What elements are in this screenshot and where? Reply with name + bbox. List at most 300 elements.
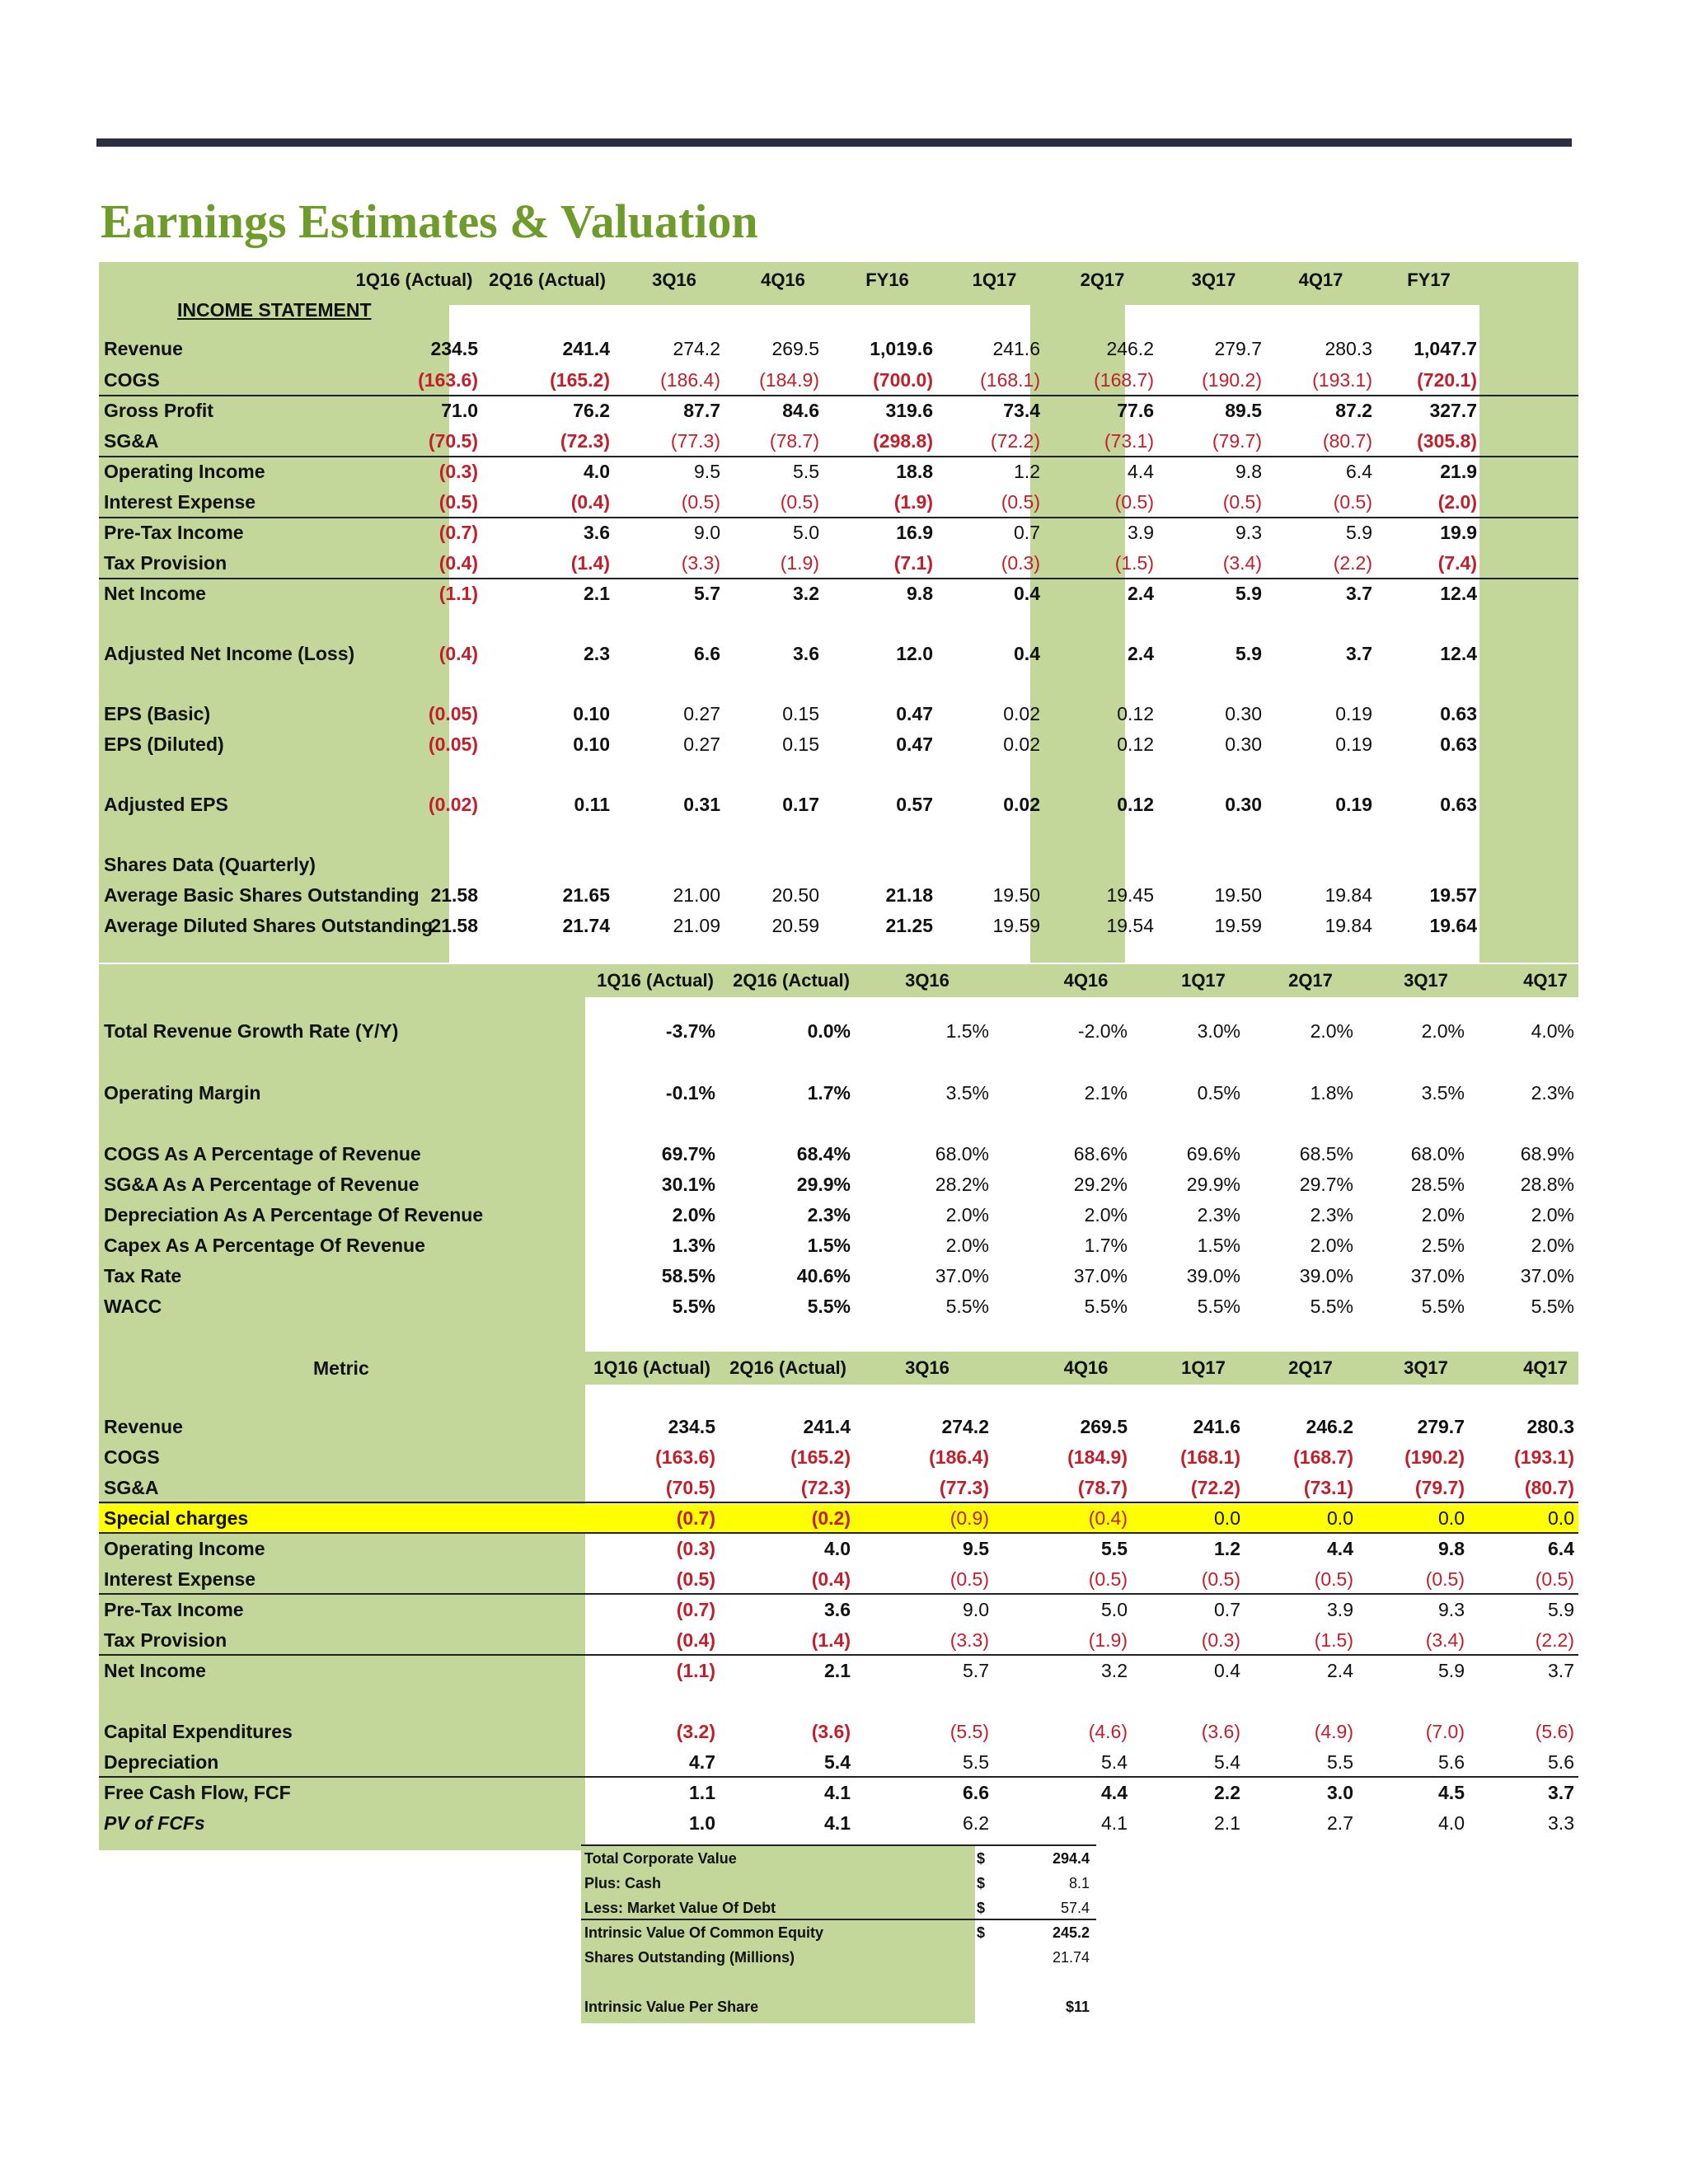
income-cell: 2.4: [1128, 583, 1154, 604]
income-cell: 16.9: [896, 522, 933, 543]
assumption-cell: 28.8%: [1520, 1174, 1574, 1195]
income-cell: (7.1): [893, 552, 933, 574]
row-label: Revenue: [104, 1416, 183, 1437]
income-row-operating-income: [99, 457, 1578, 486]
assumption-cell: 0.0%: [807, 1020, 851, 1042]
income-cell: (1.9): [780, 552, 819, 574]
dcf-cell: 3.0: [1327, 1782, 1353, 1803]
dcf-cell: 6.2: [963, 1812, 989, 1834]
income-cell: (0.5): [681, 491, 720, 513]
income-cell: 1.2: [1014, 461, 1040, 482]
income-cell: 3.7: [1346, 643, 1372, 664]
currency-symbol: $: [977, 1875, 986, 1891]
income-cell: 0.27: [683, 733, 720, 755]
dcf-cell: (77.3): [939, 1477, 989, 1498]
dcf-cell: 3.3: [1548, 1812, 1574, 1834]
income-cell: 6.6: [694, 643, 720, 664]
dcf-cell: 2.7: [1327, 1812, 1353, 1834]
row-label: Gross Profit: [104, 400, 213, 421]
income-cell: 12.0: [896, 643, 933, 664]
income-row-cogs: [99, 365, 1578, 395]
dcf-cell: 4.4: [1327, 1538, 1353, 1559]
income-cell: 3.7: [1346, 583, 1372, 604]
income-cell: 5.9: [1346, 522, 1372, 543]
income-cell: (168.7): [1094, 369, 1154, 391]
income-cell: 1,047.7: [1414, 338, 1477, 359]
row-label: Special charges: [104, 1507, 249, 1529]
dcf-cell: 3.6: [824, 1599, 851, 1620]
dcf-cell: 246.2: [1306, 1416, 1353, 1437]
dcf-cell: 5.4: [824, 1751, 851, 1773]
income-cell: 19.59: [1214, 915, 1262, 936]
dcf-cell: (193.1): [1514, 1446, 1574, 1468]
row-label: Interest Expense: [104, 1568, 256, 1590]
income-cell: 4.0: [584, 461, 610, 482]
assumption-cell: 4.0%: [1531, 1020, 1574, 1042]
dcf-cell: (1.5): [1314, 1629, 1353, 1651]
income-cell: (186.4): [660, 369, 720, 391]
dcf-header-3q17: 3Q17: [1404, 1357, 1448, 1378]
income-cell: (2.2): [1333, 552, 1372, 574]
valuation-label: Plus: Cash: [584, 1875, 662, 1891]
dcf-header-4q17: 4Q17: [1523, 1357, 1568, 1378]
income-cell: 87.7: [683, 400, 720, 421]
assumption-header-4q17: 4Q17: [1523, 970, 1568, 991]
assumption-cell: 5.5%: [1531, 1296, 1574, 1317]
income-cell: 0.02: [1003, 733, 1040, 755]
income-cell: 9.0: [694, 522, 720, 543]
income-cell: 0.31: [683, 794, 720, 815]
dcf-cell: (1.1): [676, 1660, 715, 1681]
row-label: Capital Expenditures: [104, 1721, 293, 1742]
dcf-cell: 3.2: [1101, 1660, 1128, 1681]
dcf-cell: (165.2): [790, 1446, 851, 1468]
income-header-4q17: 4Q17: [1298, 269, 1343, 290]
income-cell: 280.3: [1325, 338, 1372, 359]
income-cell: 21.18: [885, 884, 933, 906]
assumption-cell: 28.2%: [935, 1174, 989, 1195]
income-cell: 0.4: [1014, 643, 1040, 664]
income-cell: 73.4: [1003, 400, 1040, 421]
income-cell: 0.27: [683, 703, 720, 724]
assumption-cell: 2.0%: [1084, 1204, 1128, 1226]
assumption-header-1q16-actual: 1Q16 (Actual): [597, 970, 714, 991]
income-cell: 19.54: [1106, 915, 1154, 936]
income-cell: (305.8): [1417, 430, 1477, 452]
dcf-cell: 241.6: [1193, 1416, 1240, 1437]
assumption-cell: 2.3%: [807, 1204, 851, 1226]
income-header-fy16: FY16: [865, 269, 909, 290]
assumption-row-wacc: [99, 1291, 1578, 1321]
assumption-cell: 68.5%: [1299, 1143, 1353, 1165]
dcf-cell: 3.7: [1548, 1660, 1574, 1681]
income-statement-table: [99, 262, 1578, 963]
assumption-cell: 29.7%: [1299, 1174, 1353, 1195]
row-label: Tax Provision: [104, 552, 227, 574]
dcf-cell: (0.5): [1535, 1568, 1574, 1590]
dcf-cell: 5.5: [1101, 1538, 1128, 1559]
income-cell: (0.5): [1222, 491, 1262, 513]
assumption-cell: -0.1%: [665, 1082, 715, 1104]
dcf-cell: (3.4): [1425, 1629, 1465, 1651]
income-cell: (72.2): [990, 430, 1040, 452]
income-cell: (79.7): [1212, 430, 1262, 452]
dcf-cell: 5.6: [1548, 1751, 1574, 1773]
income-cell: 87.2: [1335, 400, 1372, 421]
row-label: SG&A: [104, 1477, 159, 1498]
dcf-cell: (7.0): [1425, 1721, 1465, 1742]
assumption-cell: 37.0%: [935, 1265, 989, 1286]
income-header-fy17: FY17: [1407, 269, 1451, 290]
dcf-cell: 280.3: [1526, 1416, 1574, 1437]
income-cell: (0.3): [438, 461, 478, 482]
assumption-row-operating-margin: [99, 1078, 1578, 1108]
valuation-label: Intrinsic Value Of Common Equity: [584, 1924, 824, 1941]
assumption-cell: 2.0%: [1310, 1020, 1353, 1042]
dcf-header-2q17: 2Q17: [1288, 1357, 1333, 1378]
row-label: EPS (Basic): [104, 703, 211, 724]
assumption-cell: -3.7%: [665, 1020, 715, 1042]
dcf-cell: (190.2): [1404, 1446, 1465, 1468]
income-cell: 0.02: [1003, 703, 1040, 724]
row-label: Average Diluted Shares Outstanding: [104, 915, 434, 936]
dcf-cell: 1.0: [689, 1812, 715, 1834]
valuation-top-rule: [581, 1844, 1096, 1846]
income-cell: (0.5): [438, 491, 478, 513]
dcf-cell: 2.1: [824, 1660, 851, 1681]
dcf-cell: (163.6): [655, 1446, 715, 1468]
row-label: Pre-Tax Income: [104, 1599, 244, 1620]
assumption-cell: 28.5%: [1410, 1174, 1465, 1195]
dcf-cell: (168.7): [1293, 1446, 1353, 1468]
dcf-cell: 5.4: [1214, 1751, 1240, 1773]
dcf-header-1q17: 1Q17: [1181, 1357, 1226, 1378]
income-cell: (0.4): [438, 552, 478, 574]
dcf-cell: (1.4): [811, 1629, 851, 1651]
row-label: Operating Income: [104, 1538, 265, 1559]
assumption-cell: 1.5%: [807, 1235, 851, 1256]
income-cell: 0.19: [1335, 703, 1372, 724]
dcf-cell: 9.5: [963, 1538, 989, 1559]
income-cell: 3.6: [793, 643, 819, 664]
income-cell: 0.17: [782, 794, 819, 815]
dcf-cell: 4.7: [689, 1751, 715, 1773]
dcf-cell: (80.7): [1524, 1477, 1574, 1498]
dcf-cell: 241.4: [803, 1416, 851, 1437]
row-label: Pre-Tax Income: [104, 522, 244, 543]
income-cell: 19.59: [992, 915, 1040, 936]
income-cell: 319.6: [885, 400, 933, 421]
assumption-cell: 37.0%: [1520, 1265, 1574, 1286]
dcf-cell: 5.4: [1101, 1751, 1128, 1773]
valuation-label: Intrinsic Value Per Share: [584, 1999, 759, 2015]
income-cell: (298.8): [873, 430, 933, 452]
row-label: SG&A As A Percentage of Revenue: [104, 1174, 420, 1195]
income-cell: 0.30: [1225, 703, 1262, 724]
income-cell: (3.4): [1222, 552, 1262, 574]
assumption-cell: 68.4%: [796, 1143, 851, 1165]
income-row-average-basic-shares-outstanding: [99, 880, 1578, 910]
dcf-cell: (168.1): [1180, 1446, 1240, 1468]
assumption-cell: 2.0%: [672, 1204, 715, 1226]
income-cell: (80.7): [1322, 430, 1372, 452]
income-row-eps-basic: [99, 699, 1578, 729]
dcf-cell: 1.2: [1214, 1538, 1240, 1559]
dcf-cell: 6.6: [963, 1782, 989, 1803]
income-cell: 6.4: [1346, 461, 1372, 482]
income-cell: 84.6: [782, 400, 819, 421]
assumption-cell: 2.3%: [1197, 1204, 1240, 1226]
income-header-1q16-actual: 1Q16 (Actual): [355, 269, 473, 290]
assumption-cell: 68.0%: [1410, 1143, 1465, 1165]
income-cell: 0.19: [1335, 733, 1372, 755]
dcf-cell: (0.4): [676, 1629, 715, 1651]
row-label: Depreciation As A Percentage Of Revenue: [104, 1204, 484, 1226]
row-label: EPS (Diluted): [104, 733, 224, 755]
dcf-cell: 0.7: [1214, 1599, 1240, 1620]
income-cell: (78.7): [769, 430, 819, 452]
income-cell: (77.3): [670, 430, 720, 452]
dcf-cell: (3.3): [950, 1629, 989, 1651]
valuation-value: 245.2: [1052, 1924, 1090, 1941]
assumption-cell: 0.5%: [1197, 1082, 1240, 1104]
dcf-cell: (0.7): [676, 1507, 715, 1529]
row-label: Net Income: [104, 1660, 206, 1681]
assumption-cell: 68.6%: [1073, 1143, 1128, 1165]
income-cell: 5.0: [793, 522, 819, 543]
income-cell: (72.3): [560, 430, 610, 452]
dcf-cell: (5.6): [1535, 1721, 1574, 1742]
income-cell: 21.25: [885, 915, 933, 936]
assumption-cell: 1.5%: [945, 1020, 989, 1042]
income-cell: 241.6: [992, 338, 1040, 359]
income-cell: 0.63: [1440, 794, 1477, 815]
dcf-cell: (0.5): [1314, 1568, 1353, 1590]
income-cell: 0.57: [896, 794, 933, 815]
dcf-cell: (0.4): [811, 1568, 851, 1590]
dcf-table: [99, 1352, 1578, 1850]
income-cell: (168.1): [980, 369, 1040, 391]
income-cell: 9.8: [907, 583, 933, 604]
income-cell: (1.1): [438, 583, 478, 604]
assumption-cell: 29.9%: [796, 1174, 851, 1195]
dcf-cell: 4.0: [1438, 1812, 1465, 1834]
dcf-cell: (186.4): [929, 1446, 989, 1468]
income-cell: (7.4): [1437, 552, 1477, 574]
income-cell: 0.63: [1440, 703, 1477, 724]
income-cell: 2.3: [584, 643, 610, 664]
income-cell: (0.02): [428, 794, 478, 815]
assumption-cell: 68.0%: [935, 1143, 989, 1165]
dcf-cell: (0.2): [811, 1507, 851, 1529]
dcf-row-interest-expense: [99, 1564, 1578, 1594]
valuation-value: 21.74: [1052, 1949, 1090, 1966]
income-cell: 9.8: [1236, 461, 1262, 482]
dcf-row-operating-income: [99, 1534, 1578, 1563]
dcf-row-sg-a: [99, 1473, 1578, 1502]
dcf-cell: 274.2: [941, 1416, 989, 1437]
income-cell: 5.9: [1236, 583, 1262, 604]
income-cell: 0.4: [1014, 583, 1040, 604]
dcf-cell: 5.0: [1101, 1599, 1128, 1620]
assumption-row-capex-as-a-percentage-of-revenue: [99, 1230, 1578, 1260]
income-cell: 21.74: [562, 915, 610, 936]
income-cell: 327.7: [1429, 400, 1477, 421]
assumption-cell: 2.0%: [1421, 1204, 1465, 1226]
income-cell: (1.9): [893, 491, 933, 513]
dcf-cell: 269.5: [1080, 1416, 1128, 1437]
assumption-row-tax-rate: [99, 1261, 1578, 1291]
income-cell: (2.0): [1437, 491, 1477, 513]
dcf-cell: 4.4: [1101, 1782, 1128, 1803]
dcf-cell: 3.7: [1548, 1782, 1574, 1803]
income-cell: 0.10: [573, 703, 610, 724]
dcf-cell: 0.4: [1214, 1660, 1240, 1681]
income-cell: 20.50: [771, 884, 819, 906]
dcf-cell: 5.5: [1327, 1751, 1353, 1773]
income-cell: 21.58: [430, 884, 478, 906]
dcf-cell: (0.7): [676, 1599, 715, 1620]
income-cell: (0.5): [1114, 491, 1154, 513]
valuation-row-less-market-value-of-debt: [581, 1896, 1096, 1920]
dcf-cell: 0.0: [1438, 1507, 1465, 1529]
dcf-cell: (79.7): [1414, 1477, 1465, 1498]
assumption-header-2q17: 2Q17: [1288, 970, 1333, 991]
assumption-cell: 1.8%: [1310, 1082, 1353, 1104]
income-cell: 0.15: [782, 733, 819, 755]
assumption-cell: 2.0%: [1531, 1235, 1574, 1256]
dcf-cell: (70.5): [665, 1477, 715, 1498]
income-row-tax-provision: [99, 548, 1578, 578]
income-cell: (700.0): [873, 369, 933, 391]
assumption-cell: 69.6%: [1186, 1143, 1240, 1165]
income-cell: 0.30: [1225, 733, 1262, 755]
valuation-row-intrinsic-value-of-common-equity: [581, 1920, 1096, 1945]
row-label: COGS As A Percentage of Revenue: [104, 1143, 421, 1165]
assumption-row-sg-a-as-a-percentage-of-revenue: [99, 1169, 1578, 1199]
income-row-sg-a: [99, 426, 1578, 456]
income-cell: 0.11: [574, 794, 610, 815]
income-cell: (163.6): [418, 369, 478, 391]
row-label: Adjusted Net Income (Loss): [104, 643, 355, 664]
income-row-adjusted-eps: [99, 790, 1578, 819]
assumption-cell: 2.0%: [1421, 1020, 1465, 1042]
income-cell: 0.12: [1117, 794, 1154, 815]
row-label: Capex As A Percentage Of Revenue: [104, 1235, 425, 1256]
income-cell: (73.1): [1104, 430, 1154, 452]
valuation-value: $11: [1065, 1999, 1090, 2015]
assumption-cell: 2.0%: [945, 1204, 989, 1226]
row-label: Operating Margin: [104, 1082, 261, 1104]
income-cell: 71.0: [441, 400, 478, 421]
income-row-eps-diluted: [99, 729, 1578, 759]
income-cell: 12.4: [1440, 643, 1477, 664]
dcf-cell: (3.6): [811, 1721, 851, 1742]
income-cell: 19.45: [1106, 884, 1154, 906]
income-cell: 274.2: [673, 338, 720, 359]
income-cell: (0.3): [1001, 552, 1040, 574]
row-label: Tax Provision: [104, 1629, 227, 1651]
dcf-row-special-charges: [99, 1503, 1578, 1533]
dcf-cell: 5.6: [1438, 1751, 1465, 1773]
dcf-cell: (0.3): [676, 1538, 715, 1559]
dcf-cell: 9.0: [963, 1599, 989, 1620]
assumption-cell: 2.5%: [1421, 1235, 1465, 1256]
row-label: Shares Data (Quarterly): [104, 854, 316, 875]
income-row-net-income: [99, 579, 1578, 608]
income-cell: 19.84: [1325, 884, 1372, 906]
income-cell: 76.2: [573, 400, 610, 421]
income-cell: 2.1: [584, 583, 610, 604]
income-section-label: INCOME STATEMENT: [177, 299, 372, 321]
dcf-row-depreciation: [99, 1747, 1578, 1777]
dcf-cell: (78.7): [1077, 1477, 1128, 1498]
income-row-adjusted-net-income-loss: [99, 639, 1578, 668]
dcf-cell: 5.9: [1548, 1599, 1574, 1620]
dcf-header-1q16-actual: 1Q16 (Actual): [593, 1357, 710, 1378]
income-cell: 3.9: [1128, 522, 1154, 543]
income-cell: 269.5: [771, 338, 819, 359]
assumption-cell: 2.0%: [945, 1235, 989, 1256]
income-row-gross-profit: [99, 396, 1578, 425]
top-rule: [96, 138, 1572, 147]
assumption-cell: 39.0%: [1186, 1265, 1240, 1286]
income-cell: (0.05): [428, 703, 478, 724]
assumption-cell: 5.5%: [1421, 1296, 1465, 1317]
income-cell: 89.5: [1225, 400, 1262, 421]
income-cell: (720.1): [1417, 369, 1477, 391]
income-cell: 19.57: [1429, 884, 1477, 906]
metric-label: Metric: [313, 1357, 369, 1379]
income-cell: (70.5): [428, 430, 478, 452]
valuation-value: 57.4: [1060, 1900, 1090, 1916]
dcf-cell: 1.1: [689, 1782, 715, 1803]
assumption-row-cogs-as-a-percentage-of-revenue: [99, 1139, 1578, 1169]
dcf-cell: 2.4: [1327, 1660, 1353, 1681]
income-cell: 246.2: [1106, 338, 1154, 359]
income-cell: 3.2: [793, 583, 819, 604]
income-cell: 0.47: [896, 733, 933, 755]
income-cell: 12.4: [1440, 583, 1477, 604]
income-cell: 279.7: [1214, 338, 1262, 359]
assumption-header-3q16: 3Q16: [905, 970, 950, 991]
dcf-cell: 4.1: [824, 1812, 851, 1834]
dcf-cell: (4.9): [1314, 1721, 1353, 1742]
dcf-cell: 4.1: [1101, 1812, 1128, 1834]
dcf-cell: 0.0: [1548, 1507, 1574, 1529]
dcf-cell: (0.9): [950, 1507, 989, 1529]
dcf-cell: 0.0: [1214, 1507, 1240, 1529]
currency-symbol: $: [977, 1850, 986, 1867]
dcf-cell: 4.1: [824, 1782, 851, 1803]
assumption-row-total-revenue-growth-rate-y-y: [99, 1016, 1578, 1046]
assumption-cell: 5.5%: [807, 1296, 851, 1317]
assumption-cell: 1.7%: [807, 1082, 851, 1104]
assumption-header-1q17: 1Q17: [1181, 970, 1226, 991]
dcf-cell: 5.7: [963, 1660, 989, 1681]
dcf-cell: (4.6): [1088, 1721, 1128, 1742]
income-header-2q16-actual: 2Q16 (Actual): [489, 269, 606, 290]
income-header-3q17: 3Q17: [1191, 269, 1236, 290]
dcf-cell: 3.9: [1327, 1599, 1353, 1620]
dcf-cell: (3.6): [1201, 1721, 1240, 1742]
row-label: Free Cash Flow, FCF: [104, 1782, 291, 1803]
valuation-label: Shares Outstanding (Millions): [584, 1949, 795, 1966]
row-label: Interest Expense: [104, 491, 256, 513]
valuation-label: Total Corporate Value: [584, 1850, 737, 1867]
income-cell: (165.2): [550, 369, 610, 391]
assumption-cell: 40.6%: [796, 1265, 851, 1286]
